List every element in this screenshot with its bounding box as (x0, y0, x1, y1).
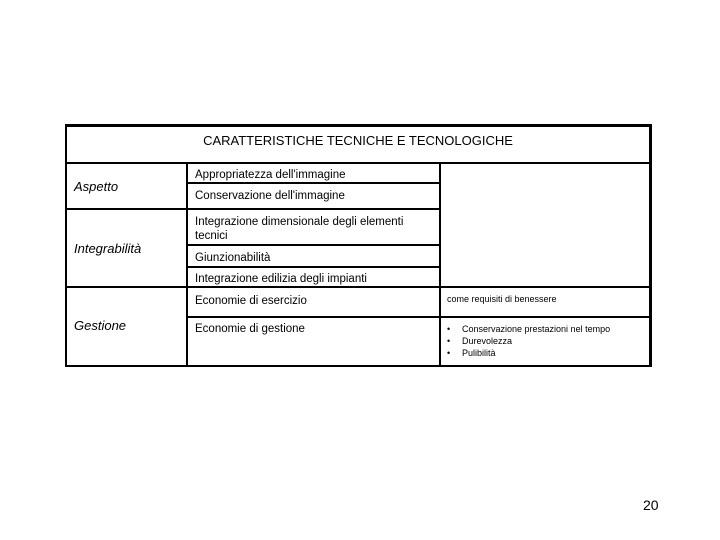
table-title: CARATTERISTICHE TECNICHE E TECNOLOGICHE (203, 133, 513, 148)
item-integrazione-dimensionale: Integrazione dimensionale degli elementi tecnici (195, 216, 404, 242)
item-economie-esercizio: Economie di esercizio (195, 295, 307, 307)
item-conservazione-immagine: Conservazione dell'immagine (195, 190, 345, 202)
bullet-item: Durevolezza (462, 336, 513, 346)
note-requisiti: come requisiti di benessere (447, 294, 557, 304)
item-integrazione-impianti: Integrazione edilizia degli impianti (195, 273, 367, 285)
bullet-icon: • (447, 348, 451, 358)
bullet-icon: • (447, 336, 451, 346)
item-appropriatezza: Appropriatezza dell'immagine (195, 169, 346, 181)
bullet-icon: • (447, 324, 451, 334)
item-economie-gestione: Economie di gestione (195, 323, 305, 335)
category-integrabilita: Integrabilità (74, 241, 142, 256)
bullet-item: Conservazione prestazioni nel tempo (462, 324, 611, 334)
page-number: 20 (643, 497, 659, 513)
category-aspetto: Aspetto (74, 179, 119, 194)
bullet-item: Pulibilità (462, 348, 496, 358)
item-giunzionabilita: Giunzionabilità (195, 252, 271, 264)
category-gestione: Gestione (74, 318, 127, 333)
